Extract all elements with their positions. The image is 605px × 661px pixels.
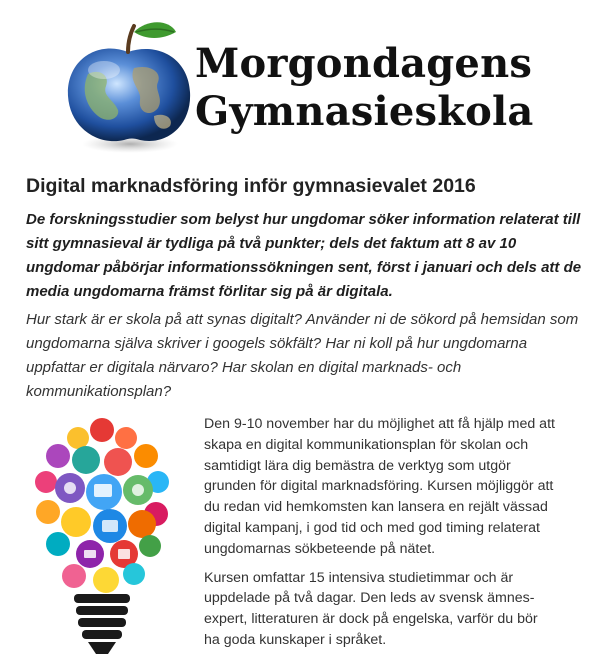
lightbulb-illustration <box>28 408 178 656</box>
article-title: Digital marknadsföring inför gymnasievalet 2016 <box>26 175 476 197</box>
course-paragraph-2: Kursen omfattar 15 intensiva studietimmar och är uppdelade på två dagar. Den leds av svensk ämnes-expert, litteraturen är dock på engelska, varför du bör ha goda kunskaper i språket. <box>204 569 538 648</box>
article-questions: Hur stark är er skola på att synas digitalt? Använder ni de sökord på hemsidan som ungdomarna själva skriver i googels sökfält? Har ni koll på hur ungdomarna uppfattar er digitala närvaro? Har skolan en digital marknads- och kommunikationsplan? <box>26 311 579 400</box>
globe-apple-icon <box>58 12 198 157</box>
brand-name <box>195 40 534 136</box>
brand-line-1: Morgondagens <box>195 40 533 87</box>
header <box>0 0 605 160</box>
article-intro: De forskningsstudier som belyst hur ungdomar söker information relaterat till sitt gymnasieval är tydliga på två punkter; dels det faktum att 8 av 10 ungdomar påbörjar informationssökningen sent, först i januari och dels att de media ungdomarna främst förlitar sig på är digitala. <box>26 211 582 300</box>
article <box>26 172 582 404</box>
course-paragraph-1: Den 9-10 november har du möjlighet att få hjälp med att skapa en digital kommunikationsplan för skolan och samtidigt lära dig bemästra de verktyg som utgör grunden för digital marknadsföring. Kursen möjliggör att du redan vid hemkomsten kan lansera en rejält vässad digital kampanj, i god tid och med god timing relaterat ungdomarnas sökbeteende på nätet. <box>204 416 555 557</box>
lightbulb-icon <box>28 408 178 656</box>
course-description <box>204 414 556 659</box>
brand-line-2: Gymnasieskola <box>195 88 534 135</box>
